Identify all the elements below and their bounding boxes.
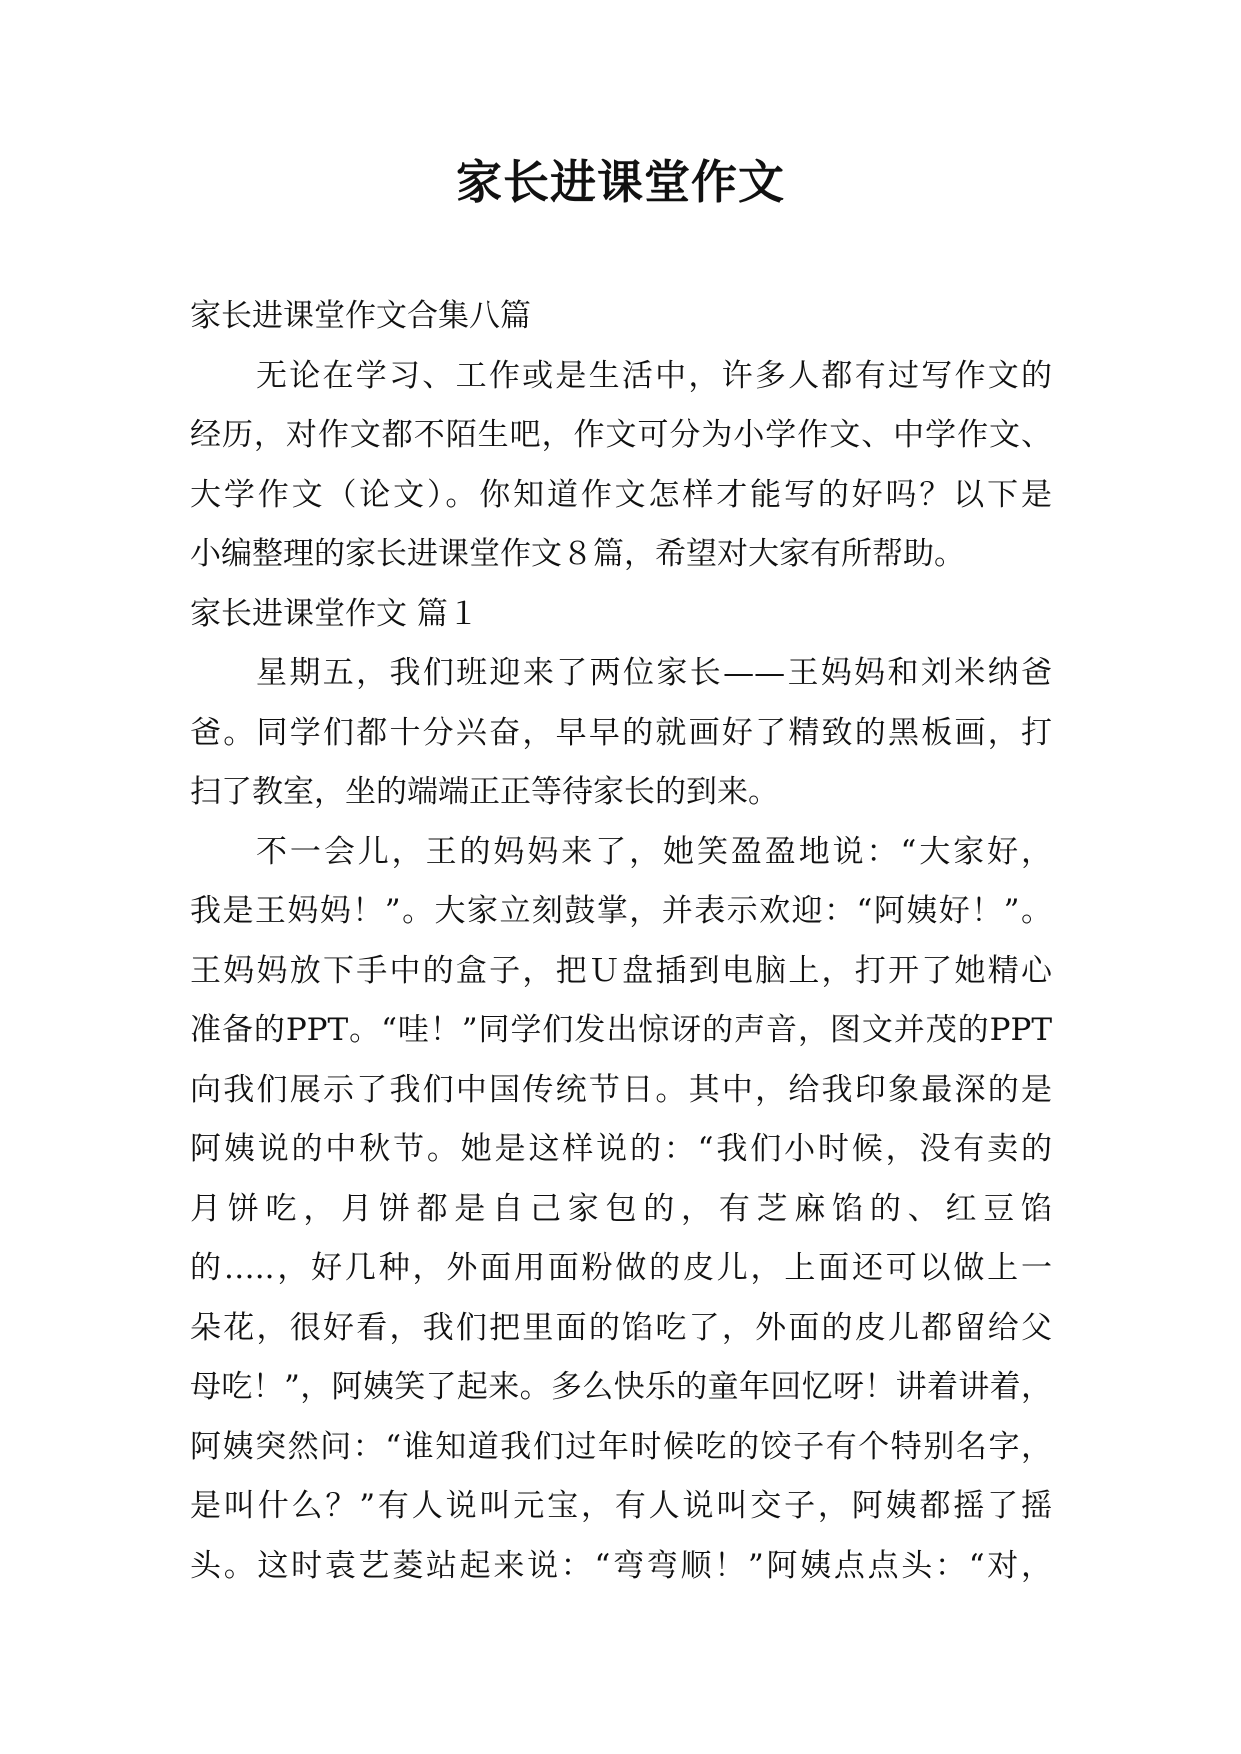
text-line: 经历，对作文都不陌生吧，作文可分为小学作文、中学作文、	[190, 417, 1052, 453]
text-line: 不一会儿，王的妈妈来了，她笑盈盈地说：“大家好，	[256, 833, 1052, 870]
page-title: 家长进课堂作文	[456, 155, 785, 209]
collection-subtitle: 家长进课堂作文合集八篇	[190, 298, 531, 334]
text-line: 头。这时袁艺菱站起来说：“弯弯顺！”阿姨点点头：“对，	[190, 1547, 1052, 1584]
text-line: 王妈妈放下手中的盒子，把Ｕ盘插到电脑上，打开了她精心	[190, 952, 1052, 989]
text-line: 星期五，我们班迎来了两位家长——王妈妈和刘米纳爸	[256, 655, 1052, 691]
text-line: 我是王妈妈！”。大家立刻鼓掌，并表示欢迎：“阿姨好！”。	[190, 893, 1052, 929]
text-line: 爸。同学们都十分兴奋，早早的就画好了精致的黑板画，打	[190, 714, 1052, 751]
text-line: 朵花，很好看，我们把里面的馅吃了，外面的皮儿都留给父	[190, 1309, 1052, 1346]
text-line: 无论在学习、工作或是生活中，许多人都有过写作文的	[256, 357, 1052, 394]
text-line: 月饼吃，月饼都是自己家包的，有芝麻馅的、红豆馅	[190, 1190, 1052, 1227]
text-line: 向我们展示了我们中国传统节日。其中，给我印象最深的是	[190, 1071, 1052, 1108]
section-heading: 家长进课堂作文 篇１	[190, 595, 479, 632]
text-line: 大学作文（论文）。你知道作文怎样才能写的好吗？以下是	[190, 476, 1052, 513]
document-body	[190, 287, 1052, 1596]
text-line: 是叫什么？”有人说叫元宝，有人说叫交子，阿姨都摇了摇	[190, 1488, 1052, 1524]
text-line: 母吃！”，阿姨笑了起来。多么快乐的童年回忆呀！讲着讲着，	[190, 1369, 1052, 1405]
text-line: 阿姨说的中秋节。她是这样说的：“我们小时候，没有卖的	[190, 1131, 1052, 1167]
text-line: 准备的PPT。“哇！”同学们发出惊讶的声音，图文并茂的PPT	[190, 1012, 1052, 1048]
text-line: 小编整理的家长进课堂作文８篇，希望对大家有所帮助。	[190, 536, 965, 572]
text-line: 阿姨突然问：“谁知道我们过年时候吃的饺子有个特别名字，	[190, 1428, 1052, 1465]
text-line: 的…..，好几种，外面用面粉做的皮儿，上面还可以做上一	[190, 1250, 1052, 1286]
text-line: 扫了教室，坐的端端正正等待家长的到来。	[190, 774, 779, 810]
